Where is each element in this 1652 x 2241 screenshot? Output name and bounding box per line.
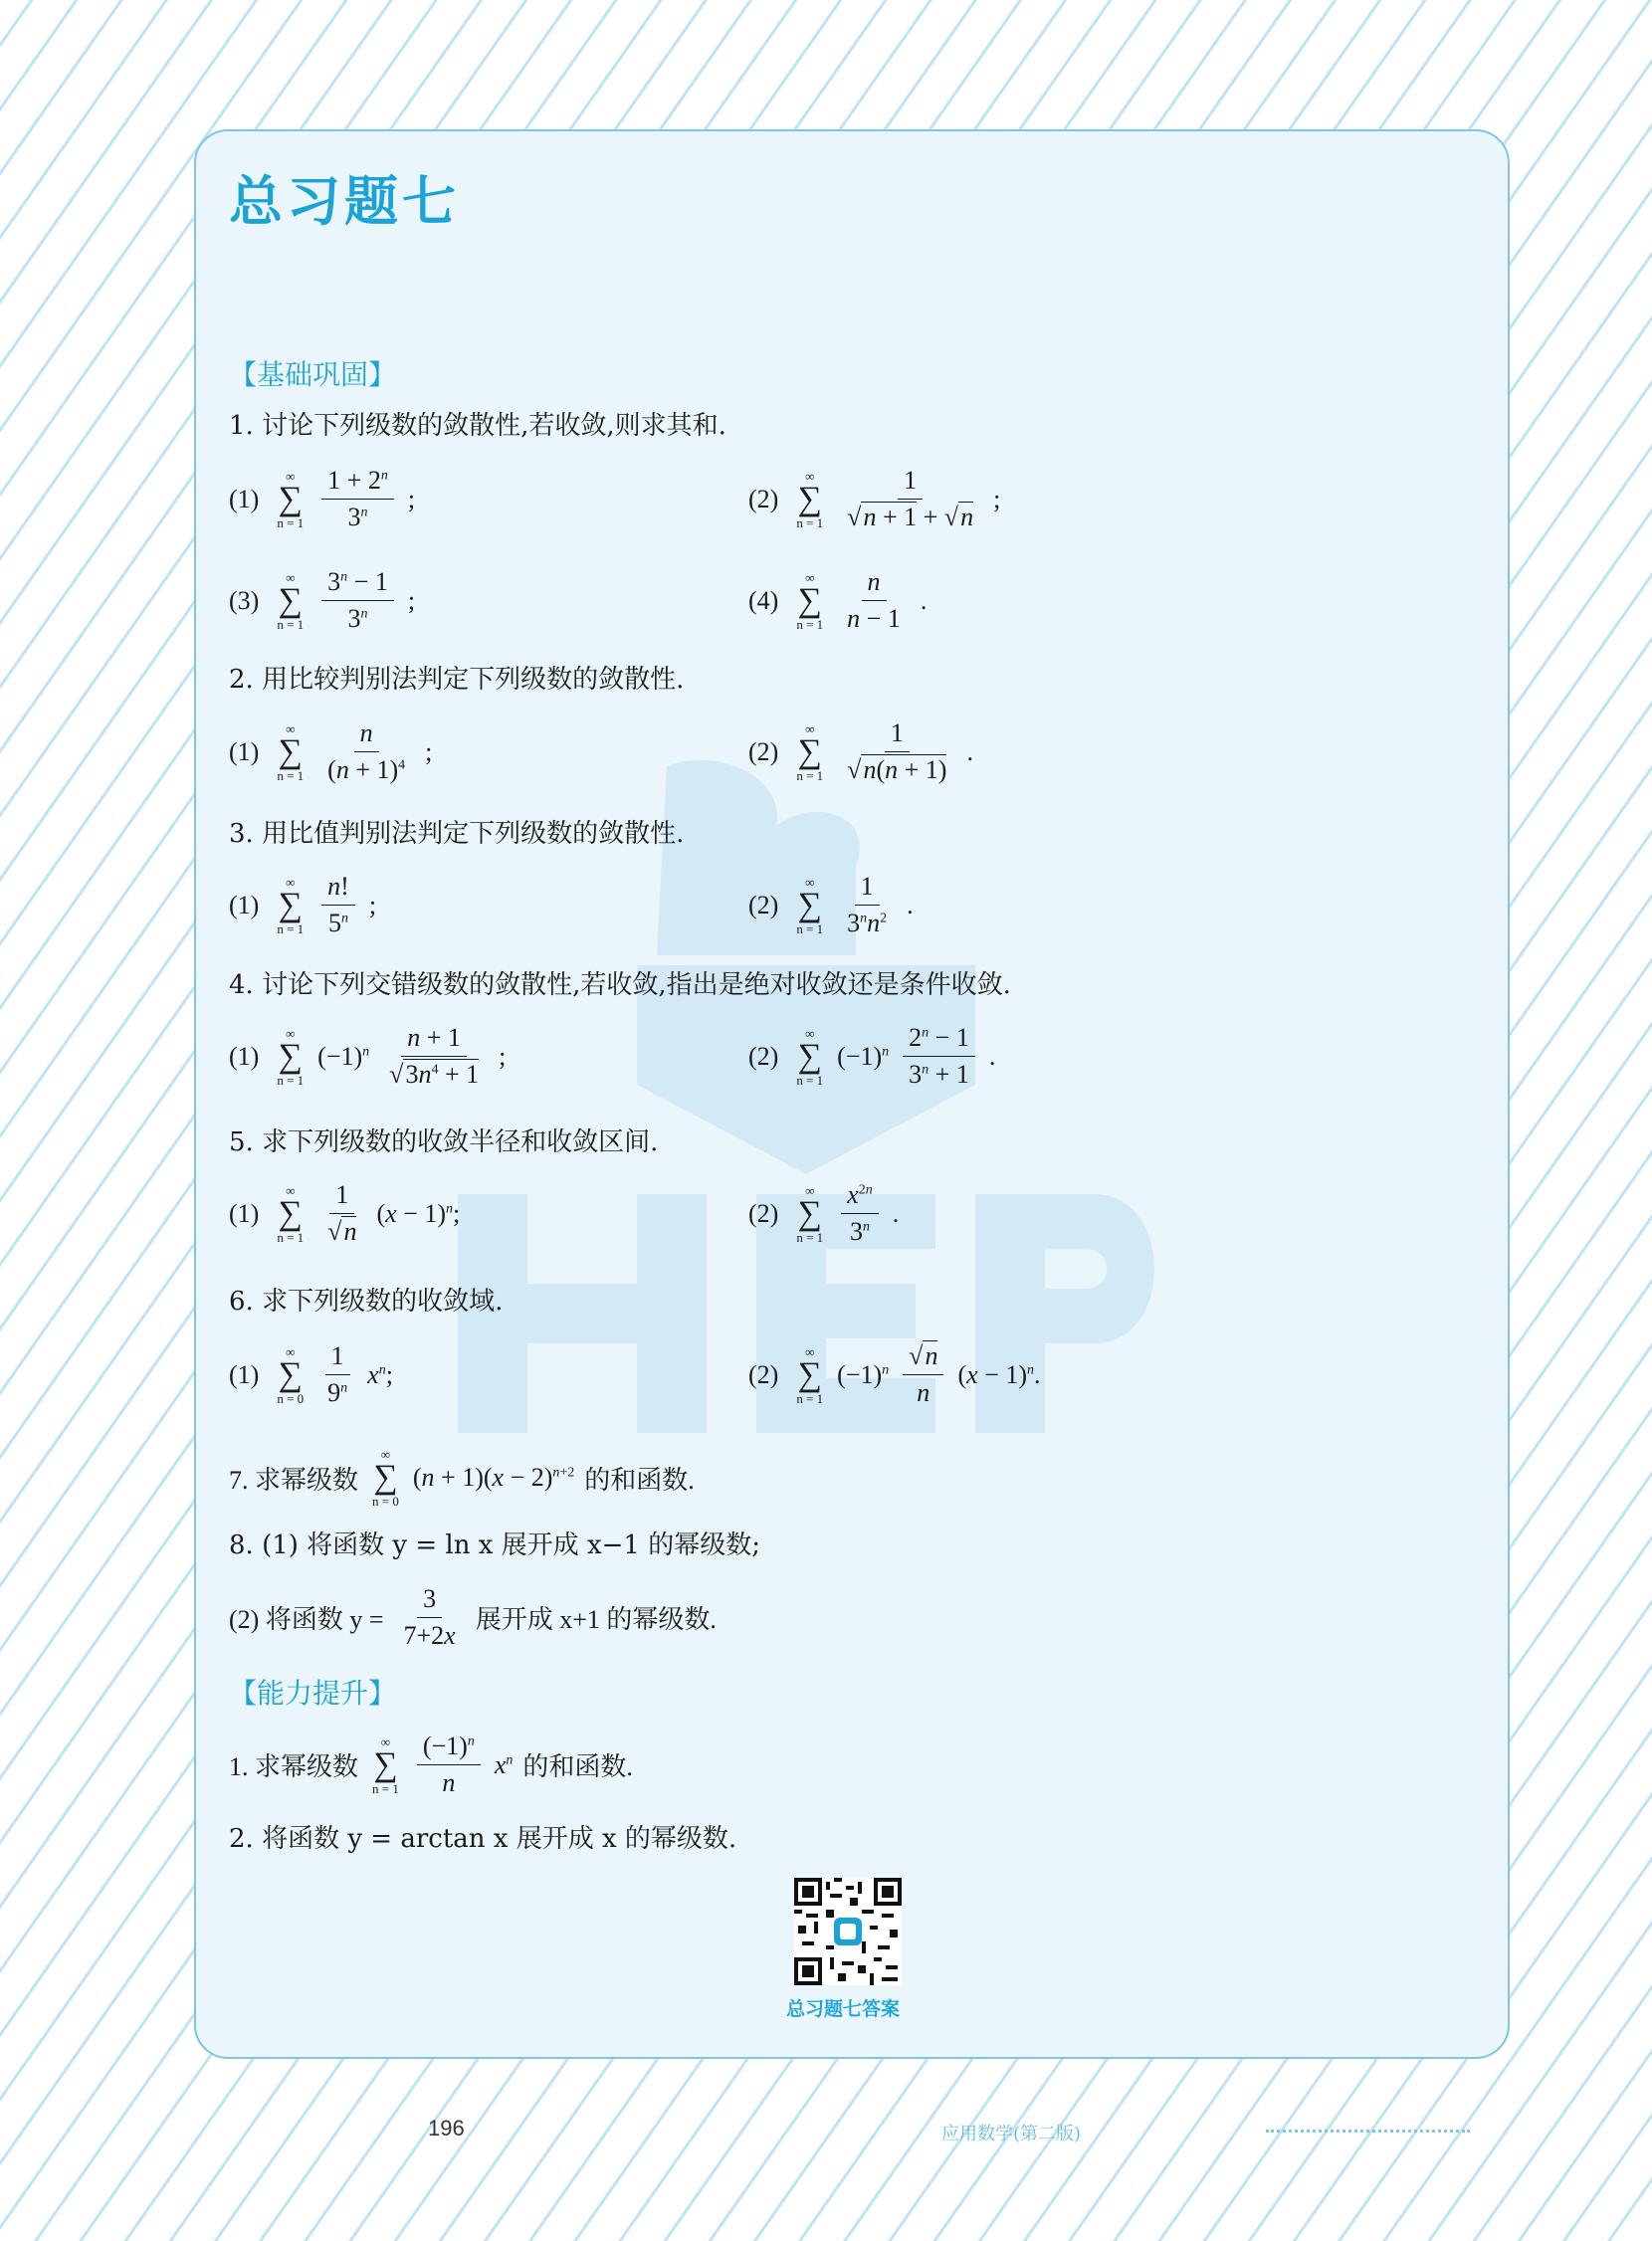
item-label: (1)	[229, 736, 260, 766]
fraction: $\frac{3}{7+2x}$	[403, 1584, 456, 1650]
question-4: 4. 讨论下列交错级数的敛散性,若收敛,指出是绝对收敛还是条件收敛.	[229, 970, 1011, 1000]
q6-item-2: (2) ∞ ∑ n = 1 $(-1)^n$ $\frac{√n}{n}$ $(x - 1)^n$.	[748, 1341, 1041, 1407]
q5-item-1: (1) ∞ ∑ n = 1 $\frac{1}{√n}$ $(x - 1)^n$;	[229, 1180, 461, 1246]
item-label: (2)	[748, 484, 779, 513]
sum-symbol: ∞ ∑ n = 1	[796, 1025, 824, 1088]
footer-dots	[1266, 2130, 1470, 2133]
section-basic: 【基础巩固】	[229, 358, 397, 391]
q1-item-4: (4) ∞ ∑ n = 1 $\frac{n}{n - 1}$ .	[748, 567, 928, 633]
sum-symbol: ∞ ∑ n = 0	[277, 1343, 305, 1406]
item-label: (2)	[748, 1041, 779, 1071]
fraction: $\frac{3^n - 1}{3^n}$	[321, 567, 394, 634]
item-label: (1)	[229, 1041, 260, 1071]
q1-item-1: (1) ∞ ∑ n = 1 $\frac{1 + 2^n}{3^n}$ ;	[229, 466, 416, 531]
q6-item-1: (1) ∞ ∑ n = 0 $\frac{1}{9^n}$ $x^n$;	[229, 1341, 393, 1407]
item-label: (3)	[229, 585, 260, 615]
fraction: $\frac{1}{9^n}$	[321, 1341, 353, 1408]
q4-item-1: (1) ∞ ∑ n = 1 $(-1)^n$ $\frac{n + 1}{√3n^4 + 1}$ ;	[229, 1023, 507, 1089]
qr-code[interactable]	[794, 1878, 902, 1985]
q3-item-1: (1) ∞ ∑ n = 1 $\frac{n!}{5^n}$ ;	[229, 872, 377, 937]
q2-item-1: (1) ∞ ∑ n = 1 $\frac{n}{(n + 1)^4}$ ;	[229, 718, 433, 784]
q3-item-2: (2) ∞ ∑ n = 1 $\frac{1}{3^nn^2}$ .	[748, 872, 914, 937]
sum-symbol: ∞ ∑ n = 1	[277, 569, 305, 632]
sum-symbol: ∞ ∑ n = 0	[372, 1447, 399, 1509]
sum-symbol: ∞ ∑ n = 1	[796, 1182, 824, 1245]
question-6: 6. 求下列级数的收敛域.	[229, 1287, 504, 1317]
fraction: $\frac{2^n - 1}{3^n + 1}$	[903, 1023, 975, 1090]
item-label: (4)	[748, 585, 779, 615]
question-8-part-1: 8. (1) 将函数 y = ln x 展开成 x−1 的幂级数;	[229, 1530, 760, 1560]
sum-symbol: ∞ ∑ n = 1	[796, 468, 824, 530]
item-label: (1)	[229, 484, 260, 513]
q4-item-2: (2) ∞ ∑ n = 1 $(-1)^n$ $\frac{2^n - 1}{3^n + 1}$ .	[748, 1023, 996, 1089]
question-3: 3. 用比值判别法判定下列级数的敛散性.	[229, 819, 685, 849]
q1-item-2: (2) ∞ ∑ n = 1 $\frac{1}{√n + 1 + √n}$ ;	[748, 466, 1001, 531]
fraction: $\frac{(-1)^n}{n}$	[417, 1732, 481, 1798]
fraction: $\frac{1}{√n + 1 + √n}$	[847, 466, 974, 531]
sum-symbol: ∞ ∑ n = 1	[796, 1343, 824, 1406]
q2-item-2: (2) ∞ ∑ n = 1 $\frac{1}{√n(n + 1)}$ .	[748, 718, 973, 784]
item-label: (1)	[229, 1198, 260, 1228]
q1-item-3: (3) ∞ ∑ n = 1 $\frac{3^n - 1}{3^n}$ ;	[229, 567, 416, 633]
sum-symbol: ∞ ∑ n = 1	[277, 468, 305, 530]
item-label: (2)	[748, 1359, 779, 1389]
fraction: $\frac{1}{3^nn^2}$	[847, 872, 888, 937]
question-1: 1. 讨论下列级数的敛散性,若收敛,则求其和.	[229, 411, 726, 441]
fraction: $\frac{1}{√n}$	[327, 1180, 357, 1246]
sum-symbol: ∞ ∑ n = 1	[796, 720, 824, 783]
fraction: $\frac{n}{n - 1}$	[847, 567, 901, 633]
item-label: (1)	[229, 890, 260, 919]
page-number: 196	[428, 2116, 465, 2140]
fraction: $\frac{n!}{5^n}$	[321, 872, 355, 938]
fraction: $\frac{n + 1}{√3n^4 + 1}$	[389, 1023, 480, 1089]
sum-symbol: ∞ ∑ n = 1	[796, 874, 824, 936]
q5-item-2: (2) ∞ ∑ n = 1 $\frac{x^{2n}}{3^n}$ .	[748, 1180, 900, 1246]
section-advanced: 【能力提升】	[229, 1677, 397, 1710]
question-5: 5. 求下列级数的收敛半径和收敛区间.	[229, 1127, 659, 1157]
question-2: 2. 用比较判别法判定下列级数的敛散性.	[229, 665, 685, 695]
item-label: (2)	[748, 1198, 779, 1228]
fraction: $\frac{1}{√n(n + 1)}$	[847, 718, 947, 784]
qr-caption: 总习题七答案	[786, 1998, 901, 2020]
fraction: $\frac{x^{2n}}{3^n}$	[841, 1180, 879, 1247]
question-7: 7. 求幂级数 ∞ ∑ n = 0 $(n + 1)(x - 2)^{n+2}$ 的和函数.	[229, 1447, 695, 1509]
item-label: (1)	[229, 1359, 260, 1389]
item-label: (2)	[748, 890, 779, 919]
item-label: (2)	[748, 736, 779, 766]
sum-symbol: ∞ ∑ n = 1	[277, 874, 305, 936]
sum-symbol: ∞ ∑ n = 1	[277, 1025, 305, 1088]
page-title: 总习题七	[229, 170, 460, 233]
sum-symbol: ∞ ∑ n = 1	[372, 1733, 399, 1796]
advanced-question-2: 2. 将函数 y = arctan x 展开成 x 的幂级数.	[229, 1824, 737, 1854]
sum-symbol: ∞ ∑ n = 1	[277, 720, 305, 783]
fraction: $\frac{1 + 2^n}{3^n}$	[321, 466, 394, 532]
fraction: $\frac{n}{(n + 1)^4}$	[327, 718, 406, 784]
question-8-part-2: (2) 将函数 y = $\frac{3}{7+2x}$ 展开成 x+1 的幂级数.	[229, 1584, 717, 1650]
book-title: 应用数学(第二版)	[941, 2124, 1082, 2144]
advanced-question-1: 1. 求幂级数 ∞ ∑ n = 1 $\frac{(-1)^n}{n}$ $x^n$ 的和函数.	[229, 1732, 633, 1797]
sum-symbol: ∞ ∑ n = 1	[796, 569, 824, 632]
fraction: $\frac{√n}{n}$	[903, 1341, 943, 1408]
sum-symbol: ∞ ∑ n = 1	[277, 1182, 305, 1245]
